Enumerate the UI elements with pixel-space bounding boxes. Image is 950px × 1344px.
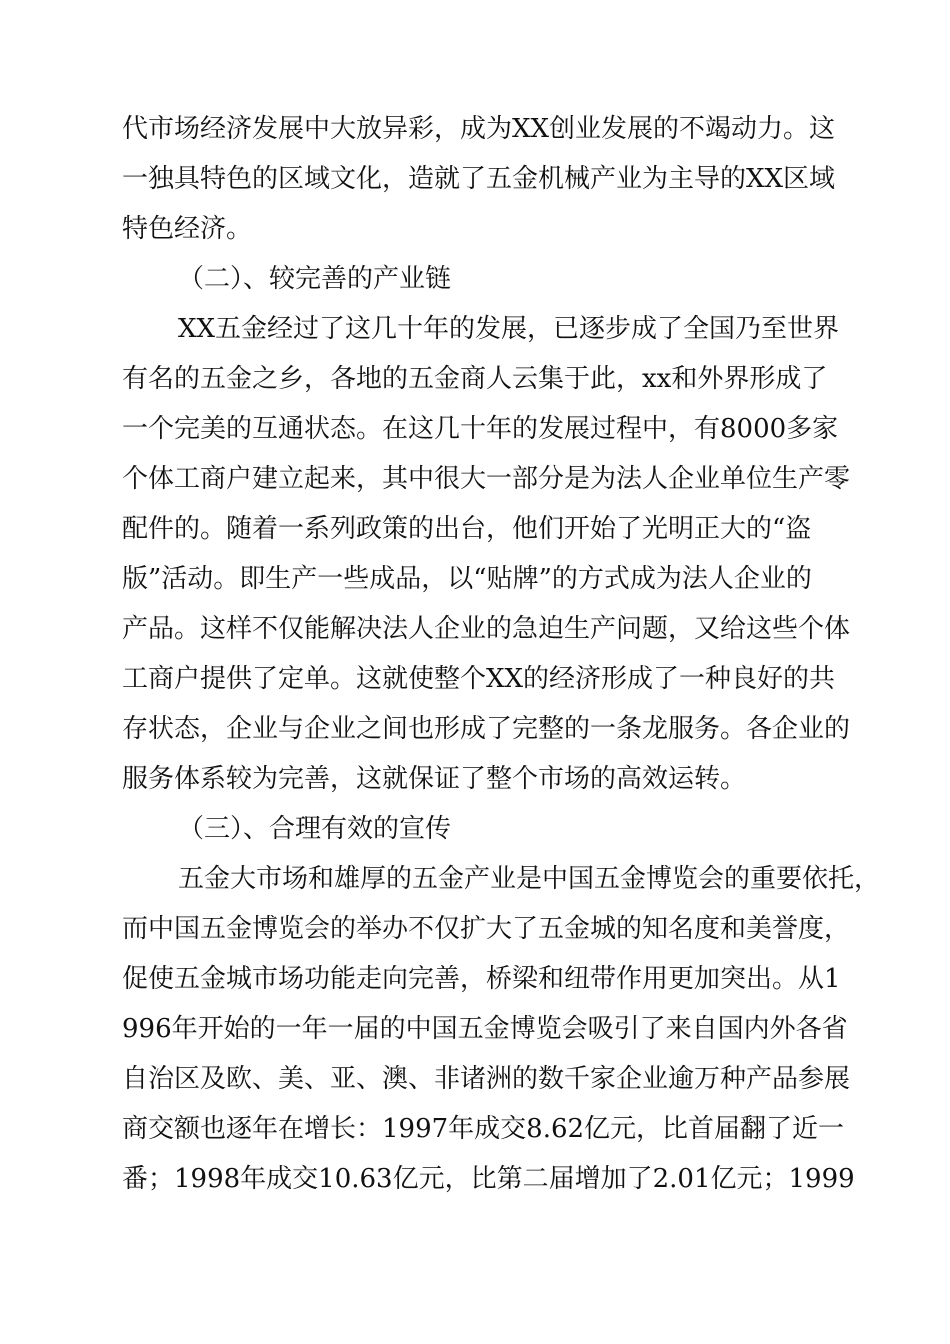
section-heading: （三）、合理有效的宣传 (178, 814, 452, 844)
paragraph-line: 自治区及欧、美、亚、澳、非诸洲的数千家企业逾万种产品参展 (122, 1064, 851, 1094)
paragraph-line: 特色经济。 (122, 214, 253, 244)
paragraph-line: 而中国五金博览会的举办不仅扩大了五金城的知名度和美誉度， (122, 914, 851, 944)
paragraph-line: 个体工商户建立起来，其中很大一部分是为法人企业单位生产零 (122, 464, 851, 494)
paragraph-line: 商交额也逐年在增长：1997年成交8.62亿元，比首届翻了近一 (122, 1114, 845, 1144)
paragraph-line: 服务体系较为完善，这就保证了整个市场的高效运转。 (122, 764, 747, 794)
paragraph-line: 存状态，企业与企业之间也形成了完整的一条龙服务。各企业的 (122, 714, 851, 744)
paragraph-line: 番；1998年成交10.63亿元，比第二届增加了2.01亿元；1999 (122, 1164, 855, 1194)
paragraph-line: 产品。这样不仅能解决法人企业的急迫生产问题，又给这些个体 (122, 614, 851, 644)
paragraph-line: 一独具特色的区域文化，造就了五金机械产业为主导的XX区域 (122, 164, 836, 194)
paragraph-line: 五金大市场和雄厚的五金产业是中国五金博览会的重要依托， (178, 864, 881, 894)
section-heading: （二）、较完善的产业链 (178, 264, 452, 294)
paragraph-line: 版”活动。即生产一些成品，以“贴牌”的方式成为法人企业的 (122, 564, 812, 594)
paragraph-line: 工商户提供了定单。这就使整个XX的经济形成了一种良好的共 (122, 664, 836, 694)
paragraph-line: 配件的。随着一系列政策的出台，他们开始了光明正大的“盗 (122, 514, 812, 544)
paragraph-line: XX五金经过了这几十年的发展，已逐步成了全国乃至世界 (178, 314, 840, 344)
paragraph-line: 一个完美的互通状态。在这几十年的发展过程中，有8000多家 (122, 414, 839, 444)
paragraph-line: 996年开始的一年一届的中国五金博览会吸引了来自国内外各省 (122, 1014, 848, 1044)
paragraph-line: 有名的五金之乡，各地的五金商人云集于此，xx和外界形成了 (122, 364, 828, 394)
paragraph-line: 促使五金城市场功能走向完善，桥梁和纽带作用更加突出。从1 (122, 964, 841, 994)
paragraph-line: 代市场经济发展中大放异彩，成为XX创业发展的不竭动力。这 (122, 114, 836, 144)
